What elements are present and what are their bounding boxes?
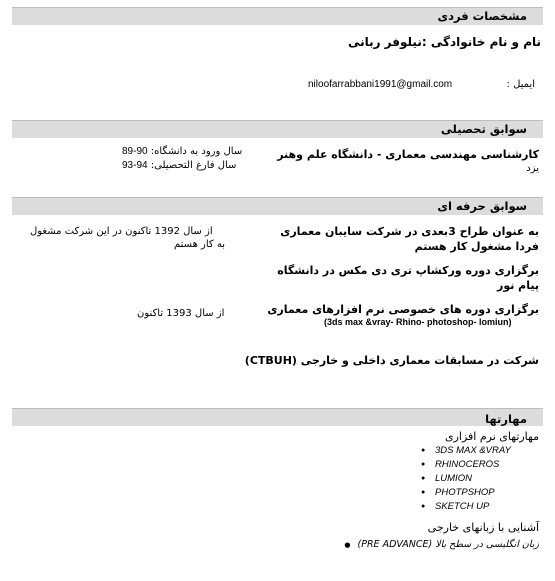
entry-label: سال ورود به دانشگاه:: [150, 146, 243, 157]
name-row: [348, 35, 541, 49]
work-section-bar: [12, 197, 543, 215]
software-item: ● LUMION: [421, 472, 525, 486]
entry-value: 89-90: [122, 146, 148, 157]
language-item: [344, 539, 539, 550]
software-item: ● SKETCH UP: [421, 500, 525, 514]
skills-section-bar: [12, 408, 543, 426]
work-item-4-line1: شرکت در مسابقات معماری داخلی و خارجی (CTBUH): [244, 354, 539, 367]
grad-value: 93-94: [122, 160, 148, 171]
work-item-2-line1: برگزاری دوره ورکشاپ تری دی مکس در دانشگاه: [277, 264, 539, 277]
software-heading: مهارتهای نرم افزاری: [444, 430, 539, 443]
education-heading: سوابق تحصیلی: [440, 122, 527, 136]
personal-heading: مشخصات فردی: [437, 9, 527, 23]
education-section-bar: [12, 120, 543, 138]
work-heading: سوابق حرفه ای: [437, 199, 527, 213]
software-item: ● 3DS MAX &VRAY: [421, 444, 525, 458]
entry-row: [122, 146, 242, 157]
software-item: ● RHINOCEROS: [421, 458, 525, 472]
work-item-3-line1: برگزاری دوره های خصوصی نرم افزارهای معماری: [267, 303, 539, 316]
degree-line2: یزد: [526, 163, 539, 174]
name-label: نام و نام خانوادگی :: [421, 35, 541, 49]
name-value: نیلوفر ربانی: [347, 35, 422, 49]
grad-row: [122, 160, 236, 171]
work-item-1-note2: به کار هستم: [174, 239, 226, 250]
software-list: [421, 444, 525, 514]
email-value: niloofarrabbani1991@gmail.com: [308, 79, 453, 90]
email-label: ایمیل :: [506, 79, 535, 90]
grad-label: سال فارغ التحصیلی:: [150, 160, 237, 171]
language-text: زبان انگلیسی در سطح بالا (PRE ADVANCE): [357, 539, 539, 550]
bullet-icon: ●: [344, 541, 351, 549]
work-item-3-line2: (3ds max &vray- Rhino- photoshop- lomiun): [324, 317, 512, 327]
software-item: ● PHOTPSHOP: [421, 486, 525, 500]
work-item-1-line1: به عنوان طراح 3بعدی در شرکت سایبان معماری: [280, 225, 539, 238]
languages-heading: آشنایی با زبانهای خارجی: [427, 521, 539, 534]
work-item-1-line2: فردا مشغول کار هستم: [414, 240, 539, 253]
work-item-1-note1: از سال 1392 تاکنون در این شرکت مشغول: [30, 226, 213, 237]
personal-section-bar: [12, 7, 543, 25]
work-item-3-note1: از سال 1393 تاکنون: [137, 308, 225, 319]
skills-heading: مهارتها: [485, 412, 527, 426]
degree-line1: کارشناسی مهندسی معماری - دانشگاه علم وهنر: [277, 148, 539, 161]
work-item-2-line2: پیام نور: [496, 279, 539, 292]
